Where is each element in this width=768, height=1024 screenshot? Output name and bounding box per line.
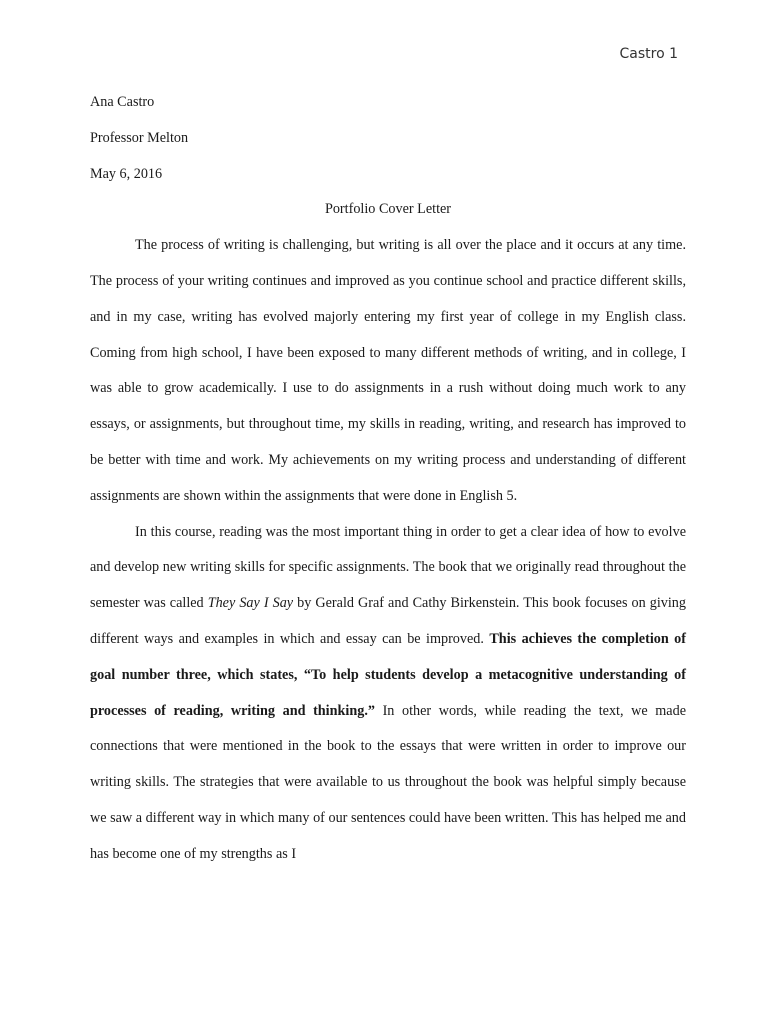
instructor-name: Professor Melton: [90, 129, 189, 146]
paragraph-2: [90, 515, 686, 873]
running-head: Castro 1: [619, 46, 678, 62]
goal-statement: This achieves the completion of goal number three, which states, “To help students develop a metacognitive understanding of processes of reading, writing and thinking.”: [90, 630, 686, 719]
book-title: They Say I Say: [207, 595, 294, 612]
paragraph-2-text-c: In other words, while reading the text, we made connections that were mentioned in the book to the essays that were written in order to improve our writing skills. The strategies that were available to us throughout the book was helpful simply because we saw a different way in which many of our sentences could have been written. This has helped me and has become one of my strengths as I: [90, 702, 686, 862]
paragraph-2-text-b: by Gerald Graf and Cathy Birkenstein. This book focuses on giving different ways and examples in which and essay can be improved.: [90, 595, 686, 647]
document-date: May 6, 2016: [90, 165, 163, 182]
letter-body: [90, 85, 686, 873]
paragraph-1: The process of writing is challenging, but writing is all over the place and it occurs at any time. The process of your writing continues and improved as you continue school and practice different skills, and in my case, writing has evolved majorly entering my first year of college in my English class. Coming from high school, I have been exposed to many different methods of writing, and in college, I was able to grow academically. I use to do assignments in a rush without doing much work to any essays, or assignments, but throughout time, my skills in reading, writing, and research has improved to be better with time and work. My achievements on my writing process and understanding of different assignments are shown within the assignments that were done in English 5.: [90, 237, 686, 504]
paragraph-2-text-a: In this course, reading was the most important thing in order to get a clear idea of how to evolve and develop new writing skills for specific assignments. The book that we originally read throughout the semester was called: [90, 523, 686, 612]
document-title: Portfolio Cover Letter: [324, 201, 452, 218]
author-name: Ana Castro: [90, 94, 155, 110]
